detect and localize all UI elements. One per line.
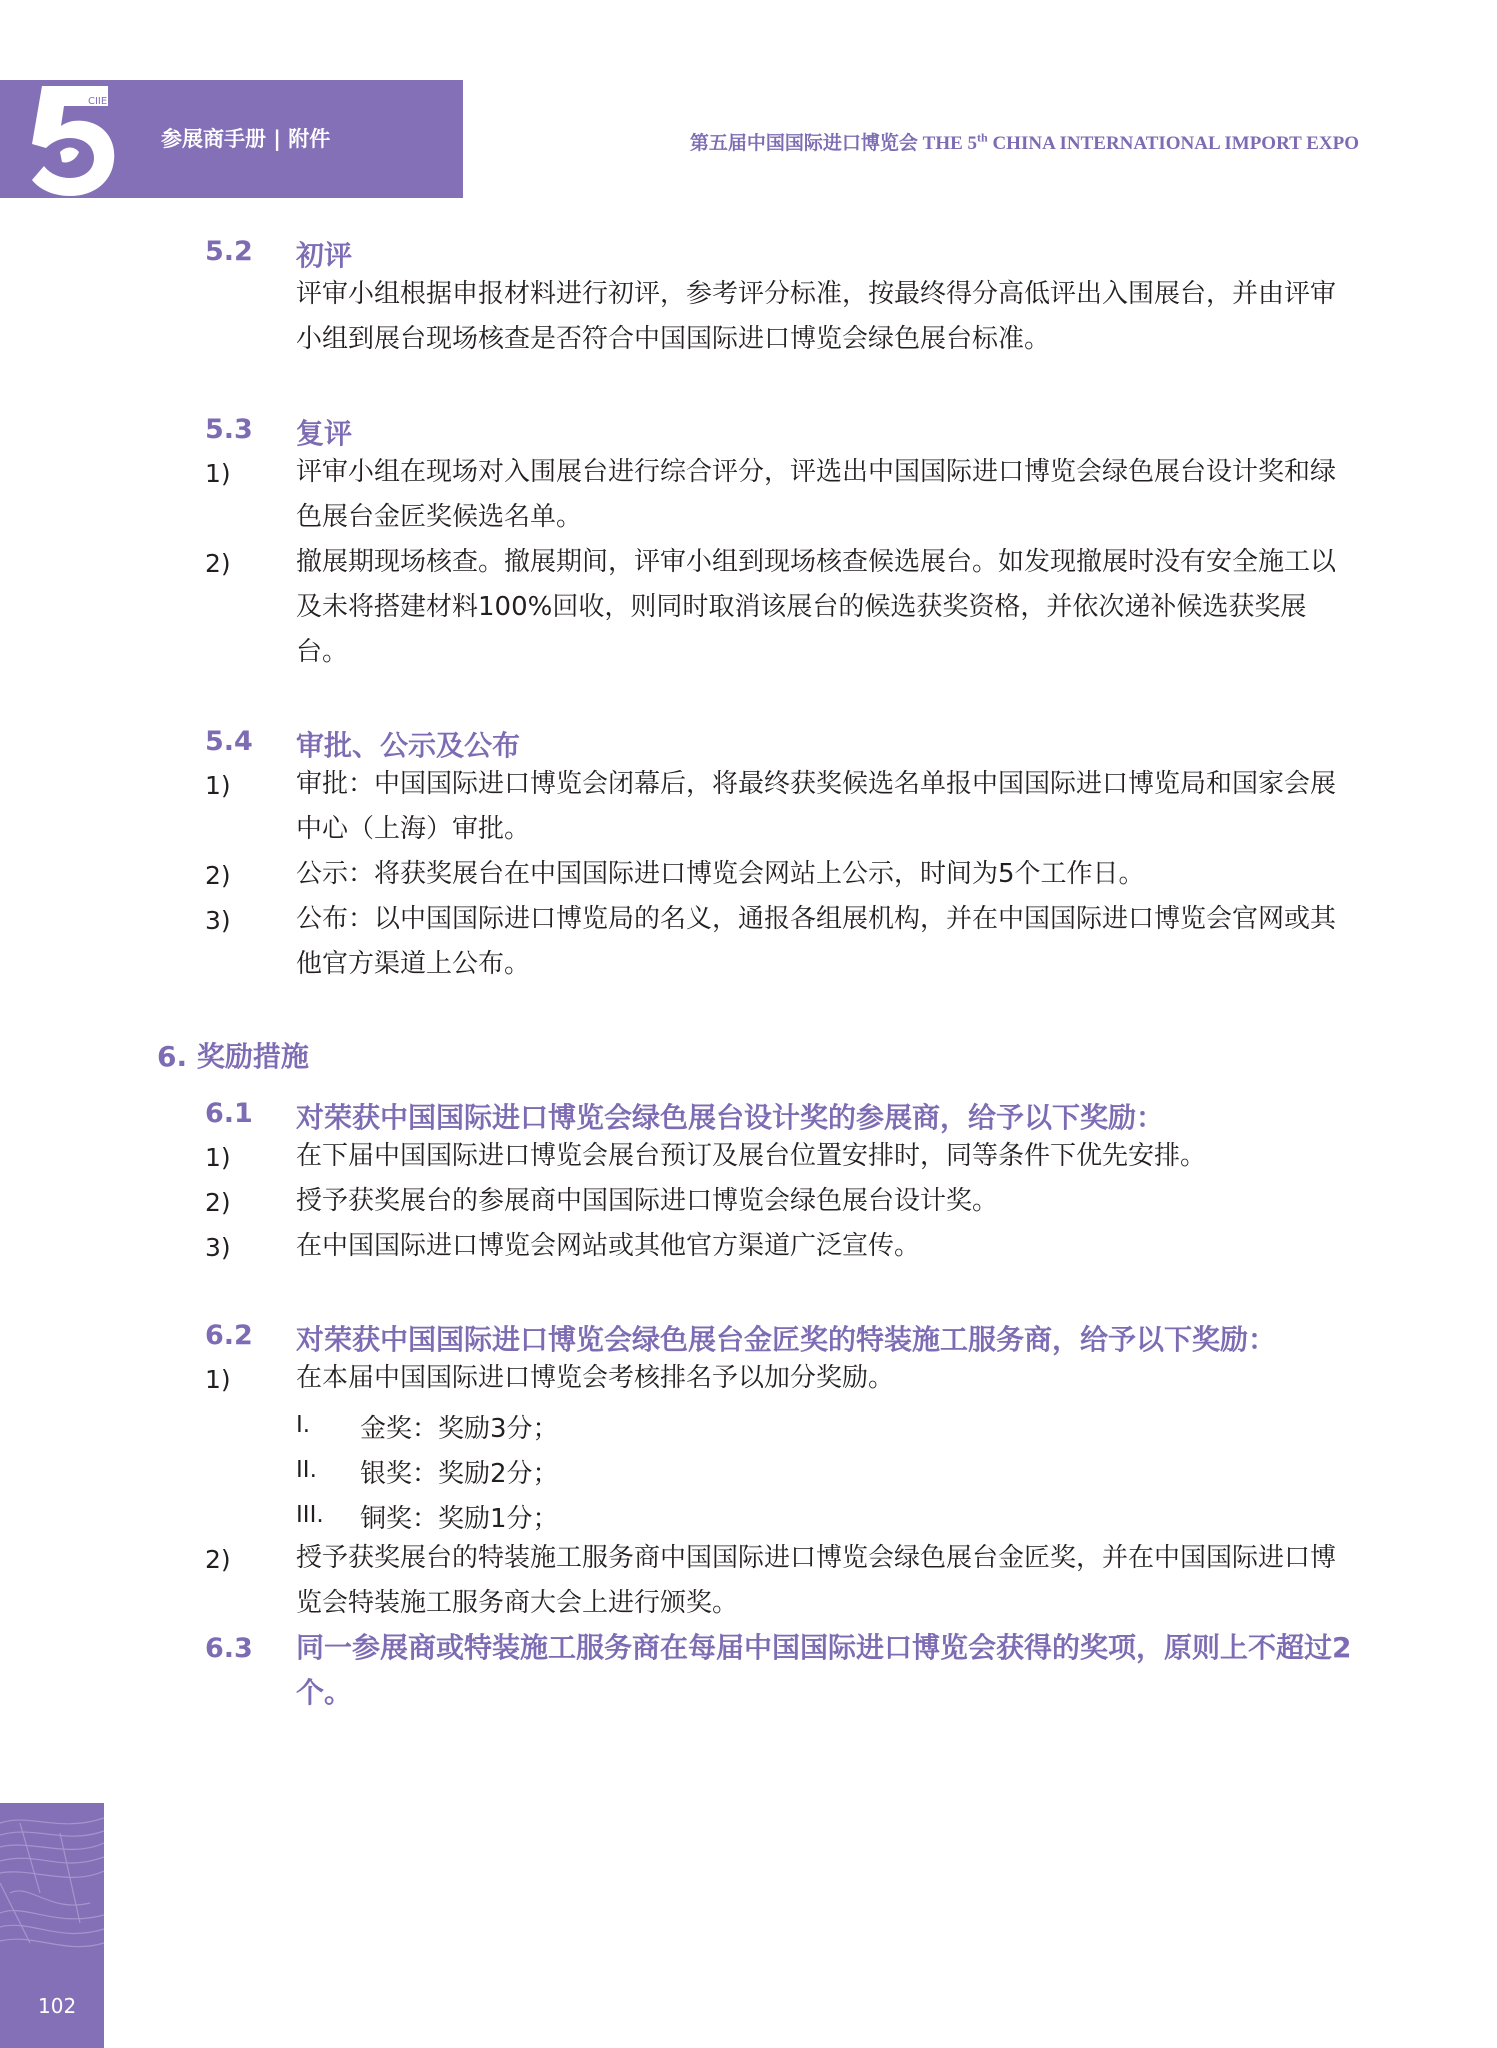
section-number: 6.1 [205, 1098, 253, 1129]
header-band [0, 80, 463, 198]
sub-item-text: 金奖：奖励3分； [360, 1414, 559, 1444]
section-title: 复评 [296, 417, 353, 450]
list-item-text: 撤展期现场核查。撤展期间，评审小组到现场核查候选展台。如发现撤展时没有安全施工以及未将搭建材料100%回收，则同时取消该展台的候选获奖资格，并依次递补候选获奖展台。 [296, 547, 1337, 667]
list-item-number: 2) [205, 1545, 231, 1574]
section-number: 5.2 [205, 236, 253, 267]
sub-item-number: I. [296, 1412, 311, 1438]
list-item-text: 授予获奖展台的特装施工服务商中国国际进口博览会绿色展台金匠奖，并在中国国际进口博览会特装施工服务商大会上进行颁奖。 [296, 1543, 1337, 1618]
list-item-number: 3) [205, 906, 231, 935]
list-item-number: 1) [205, 1365, 231, 1394]
sub-item-text: 铜奖：奖励1分； [360, 1504, 559, 1534]
section-number: 5.3 [205, 414, 253, 445]
list-item-number: 2) [205, 549, 231, 578]
section-title: 同一参展商或特装施工服务商在每届中国国际进口博览会获得的奖项，原则上不超过2个。 [296, 1631, 1352, 1709]
list-item-text: 在中国国际进口博览会网站或其他官方渠道广泛宣传。 [296, 1231, 921, 1261]
section-title: 初评 [296, 239, 353, 272]
logo-text: CIIE [88, 96, 108, 107]
section-number: 6.2 [205, 1320, 253, 1351]
list-item-text: 在本届中国国际进口博览会考核排名予以加分奖励。 [296, 1363, 895, 1393]
section-number: 5.4 [205, 726, 253, 757]
sub-item-number: III. [296, 1502, 324, 1528]
list-item-number: 3) [205, 1233, 231, 1262]
list-item-number: 1) [205, 1143, 231, 1172]
section-title: 对荣获中国国际进口博览会绿色展台设计奖的参展商，给予以下奖励： [296, 1101, 1165, 1134]
list-item-text: 授予获奖展台的参展商中国国际进口博览会绿色展台设计奖。 [296, 1186, 999, 1216]
section-number: 6.3 [205, 1633, 253, 1664]
sub-item-text: 银奖：奖励2分； [360, 1459, 559, 1489]
page-number: 102 [38, 1994, 77, 2018]
list-item-number: 2) [205, 861, 231, 890]
list-item-number: 1) [205, 459, 231, 488]
sub-item-number: II. [296, 1457, 317, 1483]
chapter-heading: 6. 奖励措施 [157, 1040, 309, 1073]
header-label: 参展商手册 | 附件 [161, 127, 331, 151]
list-item-text: 评审小组在现场对入围展台进行综合评分，评选出中国国际进口博览会绿色展台设计奖和绿色展台金匠奖候选名单。 [296, 457, 1337, 532]
list-item-number: 1) [205, 771, 231, 800]
list-item-text: 审批：中国国际进口博览会闭幕后，将最终获奖候选名单报中国国际进口博览局和国家会展中心（上海）审批。 [296, 769, 1337, 844]
list-item-number: 2) [205, 1188, 231, 1217]
footer-band [0, 1803, 104, 2048]
section-title: 审批、公示及公布 [296, 729, 521, 762]
header-title: 第五届中国国际进口博览会 THE 5th CHINA INTERNATIONAL IMPORT EXPO [689, 130, 1359, 154]
ciie-5-logo-icon [24, 80, 124, 198]
list-item-text: 公布：以中国国际进口博览局的名义，通报各组展机构，并在中国国际进口博览会官网或其他官方渠道上公布。 [296, 904, 1337, 979]
list-item-text: 在下届中国国际进口博览会展台预订及展台位置安排时，同等条件下优先安排。 [296, 1141, 1207, 1171]
list-item-text: 公示：将获奖展台在中国国际进口博览会网站上公示，时间为5个工作日。 [296, 859, 1145, 889]
section-title: 对荣获中国国际进口博览会绿色展台金匠奖的特装施工服务商，给予以下奖励： [296, 1323, 1277, 1356]
paragraph: 评审小组根据申报材料进行初评，参考评分标准，按最终得分高低评出入围展台，并由评审小组到展台现场核查是否符合中国国际进口博览会绿色展台标准。 [296, 279, 1337, 354]
